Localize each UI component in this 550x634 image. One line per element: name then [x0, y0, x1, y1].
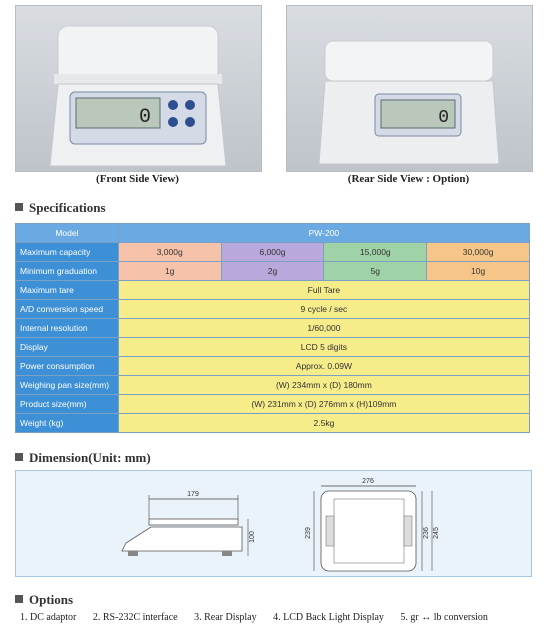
list-item: 3. Rear Display — [194, 612, 257, 623]
capacity-cell: 3,000g — [118, 243, 221, 262]
row-label: Power consumption — [16, 357, 119, 376]
specifications-title: Specifications — [29, 200, 106, 215]
spec-table — [15, 223, 530, 433]
list-item: 1. DC adaptor — [20, 612, 77, 623]
table-row — [16, 319, 530, 338]
table-row — [16, 395, 530, 414]
specifications-heading — [15, 200, 106, 216]
row-value: Approx. 0.09W — [118, 357, 529, 376]
table-row — [16, 262, 530, 281]
row-value: 9 cycle / sec — [118, 300, 529, 319]
table-row — [16, 243, 530, 262]
row-value: 1/60,000 — [118, 319, 529, 338]
row-label: Product size(mm) — [16, 395, 119, 414]
bullet-square-icon — [15, 595, 23, 603]
bullet-square-icon — [15, 453, 23, 461]
row-label: Weight (kg) — [16, 414, 119, 433]
options-list — [20, 612, 502, 623]
options-title: Options — [29, 592, 74, 607]
row-value: LCD 5 digits — [118, 338, 529, 357]
list-item: 5. gr ↔ lb conversion — [400, 612, 488, 623]
dimension-diagram — [16, 471, 531, 576]
min-graduation-label: Minimum graduation — [16, 262, 119, 281]
table-row — [16, 281, 530, 300]
row-label: A/D conversion speed — [16, 300, 119, 319]
dimension-heading — [15, 450, 151, 466]
table-row — [16, 357, 530, 376]
rear-scale-illustration — [287, 6, 532, 171]
row-label: Display — [16, 338, 119, 357]
table-row — [16, 300, 530, 319]
capacity-cell: 6,000g — [221, 243, 324, 262]
row-label: Internal resolution — [16, 319, 119, 338]
model-value: PW-200 — [118, 224, 529, 243]
table-row — [16, 338, 530, 357]
model-label: Model — [16, 224, 119, 243]
options-heading — [15, 592, 73, 608]
row-value: (W) 234mm x (D) 180mm — [118, 376, 529, 395]
rear-caption: (Rear Side View : Option) — [347, 173, 470, 185]
table-row — [16, 376, 530, 395]
list-item: 2. RS-232C interface — [92, 612, 178, 623]
row-label: Maximum tare — [16, 281, 119, 300]
top-h2-label: 245 — [433, 527, 440, 539]
row-value: (W) 231mm x (D) 276mm x (H)109mm — [118, 395, 529, 414]
row-value: Full Tare — [118, 281, 529, 300]
graduation-cell: 2g — [221, 262, 324, 281]
list-item: 4. LCD Back Light Display — [273, 612, 384, 623]
bullet-square-icon — [15, 203, 23, 211]
graduation-cell: 10g — [427, 262, 530, 281]
top-h1-label: 236 — [423, 527, 430, 539]
top-depth-label: 239 — [305, 527, 312, 539]
row-value: 2.5kg — [118, 414, 529, 433]
front-view-photo — [15, 5, 262, 172]
side-width-label: 179 — [187, 491, 199, 498]
graduation-cell: 1g — [118, 262, 221, 281]
front-scale-illustration — [16, 6, 261, 171]
front-caption: (Front Side View) — [96, 173, 179, 185]
dimension-title: Dimension(Unit: mm) — [29, 450, 151, 465]
front-display-digit: 0 — [138, 106, 151, 129]
max-capacity-label: Maximum capacity — [16, 243, 119, 262]
table-row — [16, 224, 530, 243]
top-width-label: 276 — [362, 478, 374, 485]
dimension-drawing — [15, 470, 532, 577]
capacity-cell: 30,000g — [427, 243, 530, 262]
graduation-cell: 5g — [324, 262, 427, 281]
rear-view-photo — [286, 5, 533, 172]
rear-display-digit: 0 — [438, 108, 449, 128]
row-label: Weighing pan size(mm) — [16, 376, 119, 395]
table-row — [16, 414, 530, 433]
capacity-cell: 15,000g — [324, 243, 427, 262]
side-height-label: 100 — [249, 531, 256, 543]
